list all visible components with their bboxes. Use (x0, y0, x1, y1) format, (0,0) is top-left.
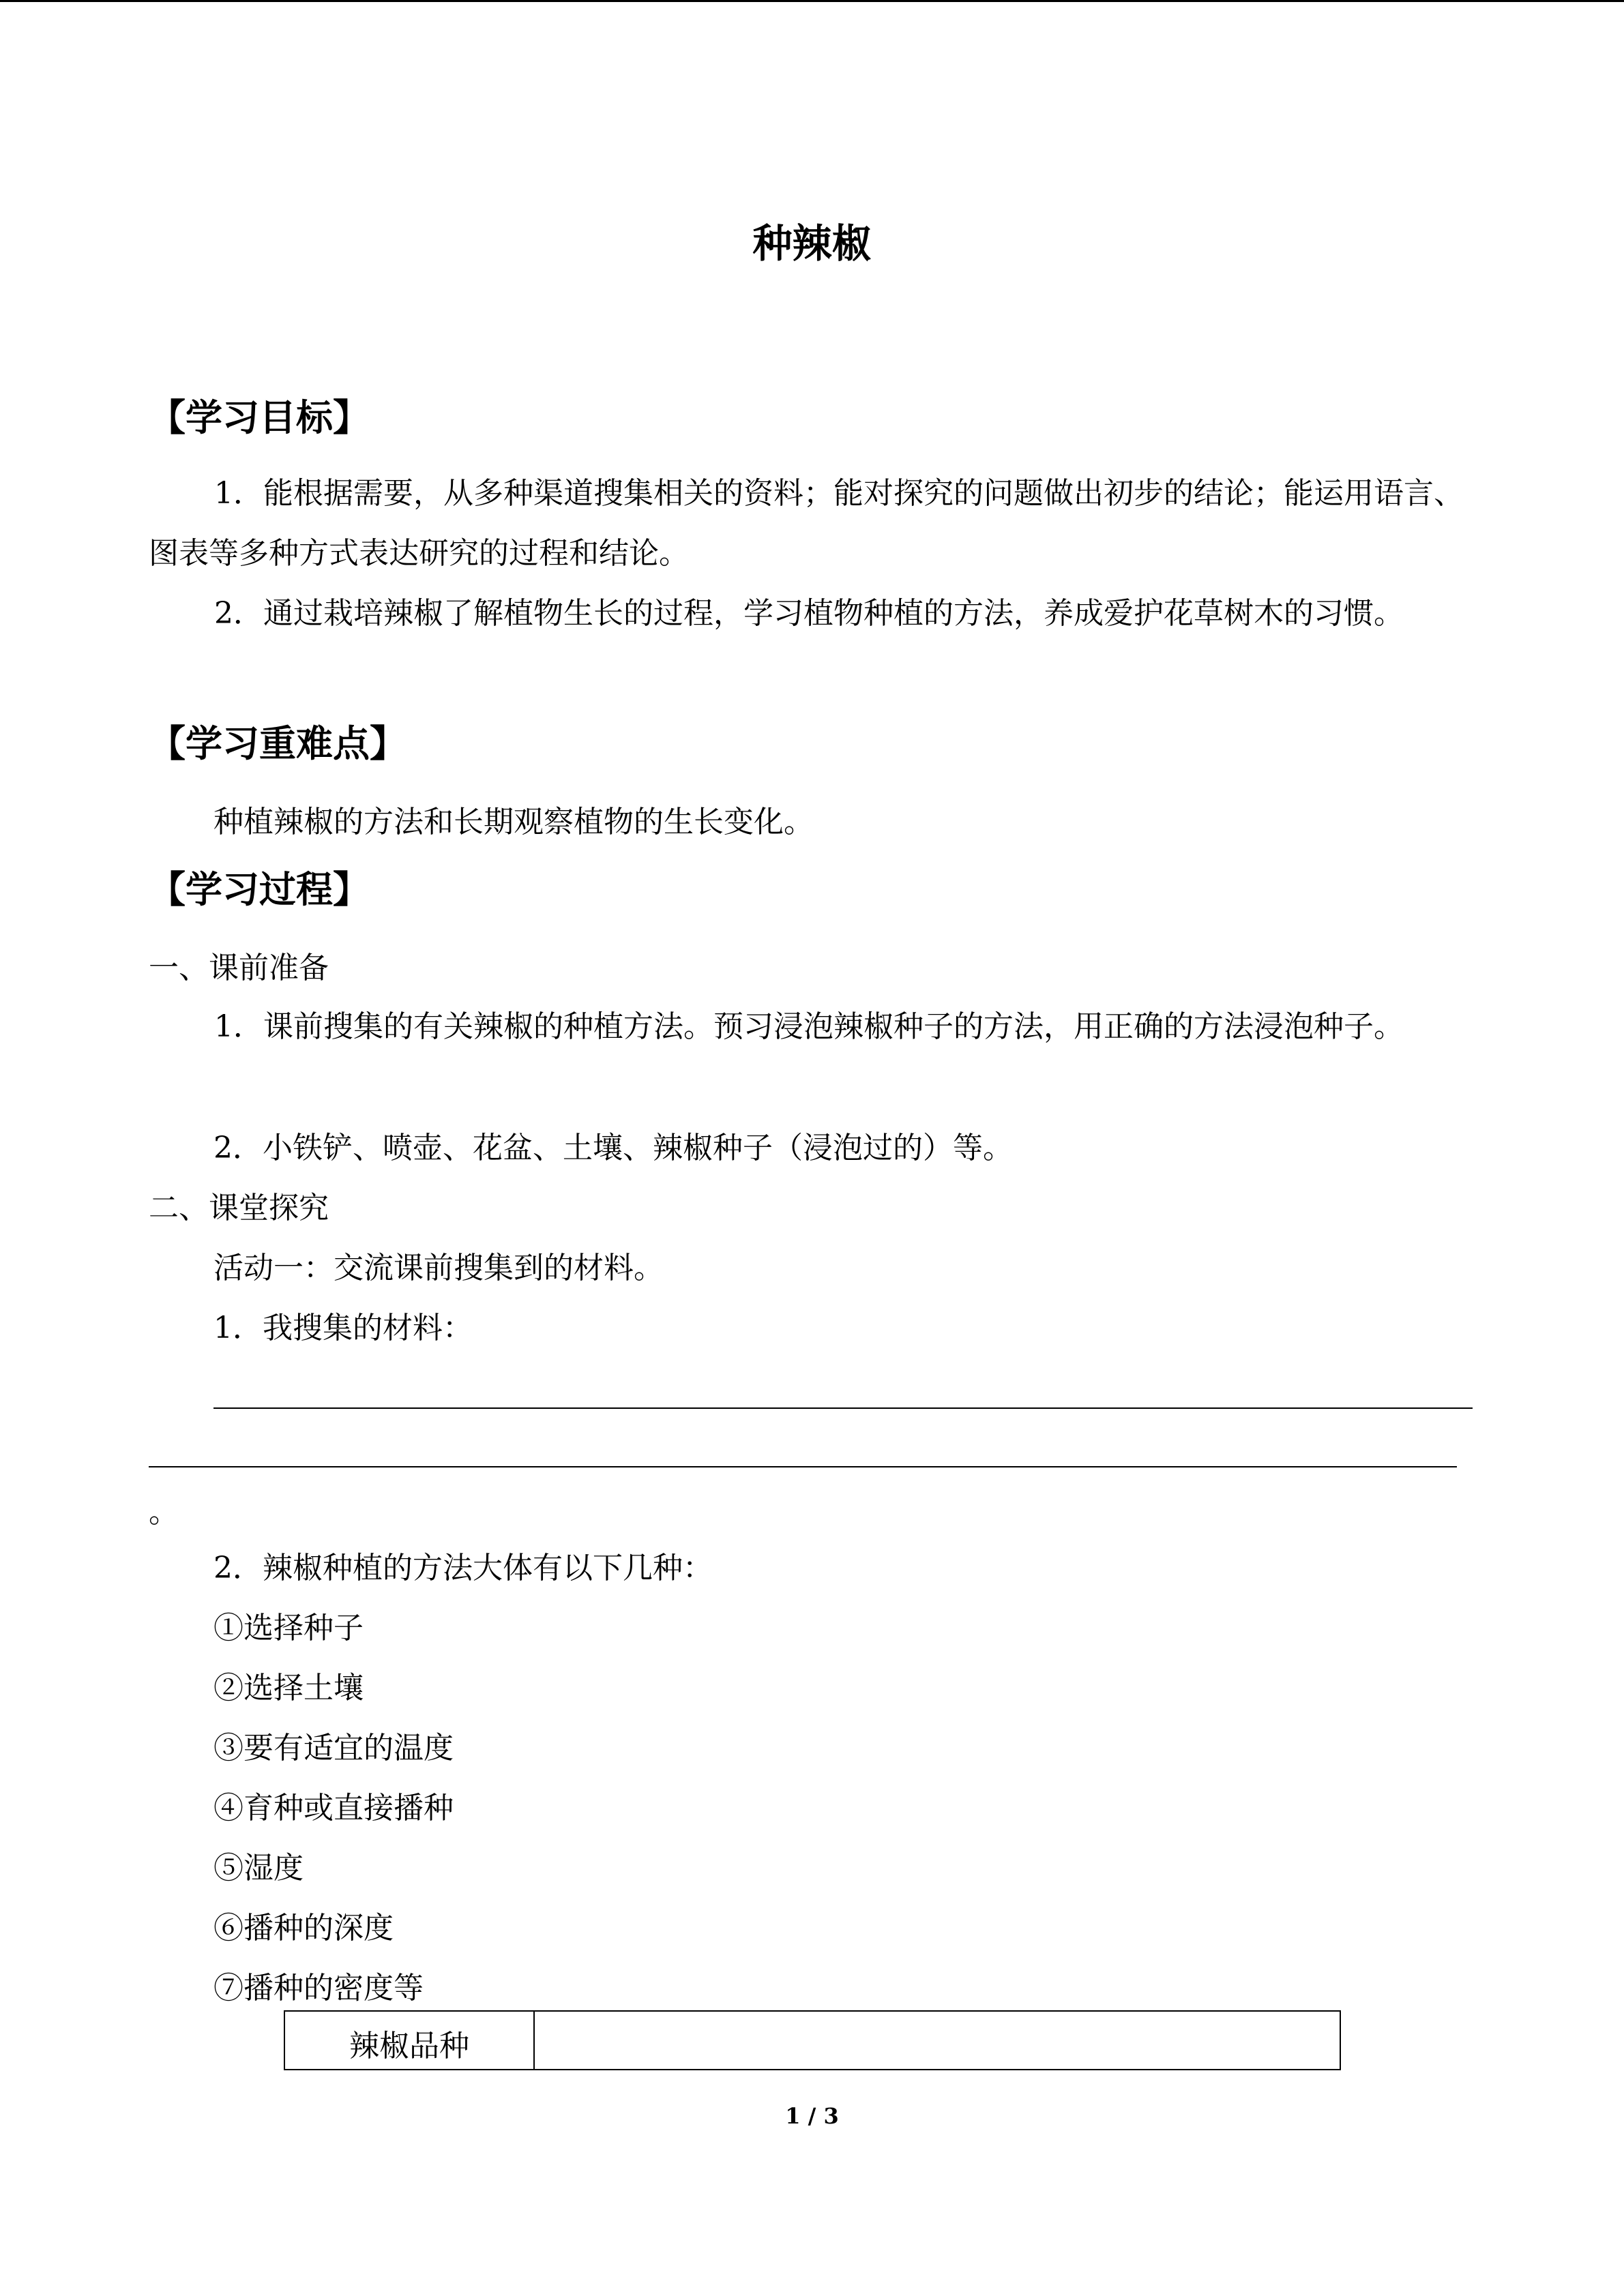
answer-end-mark: 。 (149, 1495, 179, 1530)
method-item-4: ④育种或直接播种 (213, 1791, 454, 1825)
heading-key-points: 【学习重难点】 (149, 722, 407, 765)
method-item-7: ⑦播种的密度等 (213, 1971, 424, 2006)
document-title: 种辣椒 (752, 220, 872, 267)
activity1-text: 活动一：交流课前搜集到的材料。 (213, 1251, 664, 1285)
method-item-5: ⑤湿度 (213, 1851, 304, 1885)
method-item-3: ③要有适宜的温度 (213, 1731, 454, 1765)
objective-item-1: 1．能根据需要，从多种渠道搜集相关的资料；能对探究的问题做出初步的结论；能运用语言、图表等多种方式表达研究的过程和结论。 (149, 476, 1464, 571)
page-top-border (0, 0, 1624, 2)
table-cell-value[interactable] (535, 2012, 1340, 2069)
part2-title: 二、课堂探究 (149, 1191, 329, 1225)
answer-line-2[interactable] (149, 1466, 1457, 1467)
method-item-1: ①选择种子 (213, 1611, 364, 1645)
page-number: 1 / 3 (785, 2103, 839, 2129)
question-2: 2．辣椒种植的方法大体有以下几种： (213, 1551, 713, 1585)
objective-item-2: 2．通过栽培辣椒了解植物生长的过程，学习植物种植的方法，养成爱护花草树木的习惯。 (214, 596, 1404, 631)
question-1: 1．我搜集的材料： (213, 1311, 473, 1345)
method-item-2: ②选择土壤 (213, 1671, 364, 1705)
part1-item-1: 1．课前搜集的有关辣椒的种植方法。预习浸泡辣椒种子的方法，用正确的方法浸泡种子。 (214, 1009, 1404, 1044)
part1-item-2: 2．小铁铲、喷壶、花盆、土壤、辣椒种子（浸泡过的）等。 (213, 1131, 1013, 1165)
variety-table (284, 2010, 1341, 2070)
part1-title: 一、课前准备 (149, 951, 329, 985)
answer-line-1[interactable] (213, 1407, 1473, 1409)
table-cell-label: 辣椒品种 (285, 2012, 535, 2069)
heading-objectives: 【学习目标】 (149, 396, 370, 439)
key-points-text: 种植辣椒的方法和长期观察植物的生长变化。 (213, 805, 814, 839)
method-item-6: ⑥播种的深度 (213, 1911, 394, 1945)
heading-process: 【学习过程】 (149, 868, 370, 911)
